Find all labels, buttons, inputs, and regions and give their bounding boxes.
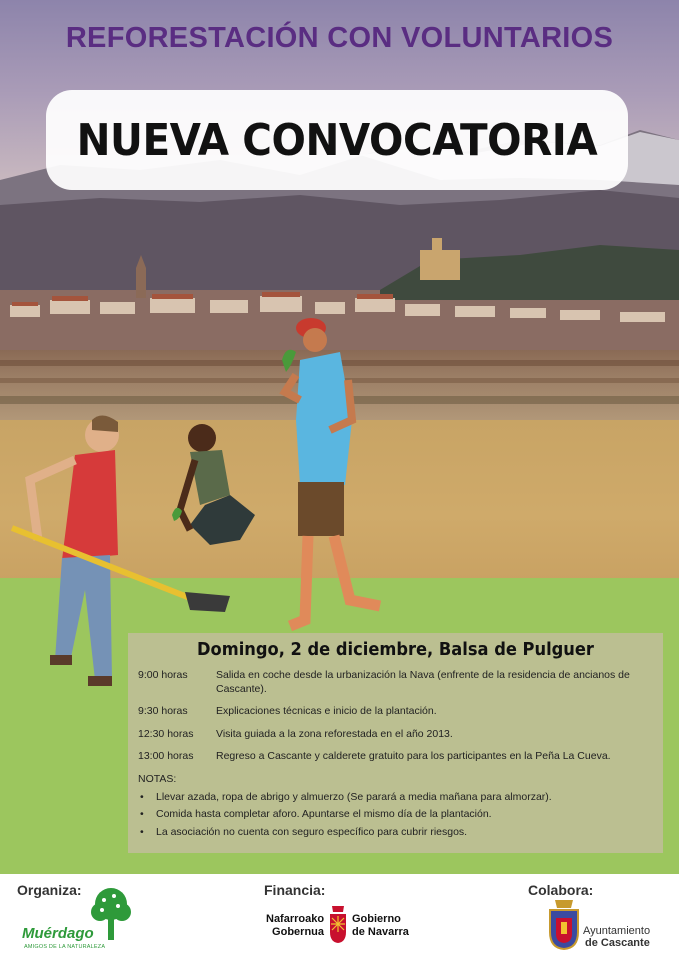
navarra-basque-line-1: Nafarroako: [266, 913, 325, 925]
announcement-banner: [46, 90, 628, 190]
note-item: [138, 808, 653, 821]
schedule-desc: Visita guiada a la zona reforestada en el año 2013.: [216, 727, 453, 740]
note-item: [138, 791, 653, 804]
navarra-spanish-text: [352, 913, 409, 939]
schedule-time: 9:00 horas: [138, 669, 188, 681]
schedule-row: [138, 750, 653, 764]
navarra-basque-line-2: Gobernua: [272, 926, 324, 938]
colabora-label: Colabora:: [528, 882, 594, 898]
notes-label: NOTAS:: [138, 772, 177, 785]
event-info-box: [128, 633, 663, 853]
tree-icon: [90, 886, 132, 942]
note-item: [138, 826, 653, 839]
muerdago-logo: [20, 882, 140, 958]
schedule-time: 9:30 horas: [138, 705, 188, 717]
bullet-icon: •: [140, 790, 144, 803]
bullet-icon: •: [140, 825, 144, 838]
financia-label: Financia:: [264, 882, 326, 898]
note-text: Llevar azada, ropa de abrigo y almuerzo (Se parará a media mañana para almorzar).: [156, 790, 552, 803]
navarra-shield-icon: [328, 904, 348, 944]
muerdago-name: Muérdago: [22, 925, 94, 942]
navarra-spanish-line-1: Gobierno: [352, 913, 401, 925]
note-text: Comida hasta completar aforo. Apuntarse el mismo día de la plantación.: [156, 808, 492, 820]
bullet-icon: •: [140, 808, 144, 820]
cascante-line-2: de Cascante: [585, 937, 650, 949]
ayuntamiento-cascante-logo: [545, 898, 675, 954]
schedule-time: 13:00 horas: [138, 750, 194, 762]
navarra-spanish-line-2: de Navarra: [352, 926, 409, 938]
banner-text: NUEVA CONVOCATORIA: [76, 114, 598, 166]
note-text: La asociación no cuenta con seguro específico para cubrir riesgos.: [156, 825, 468, 838]
navarra-basque-text: [266, 913, 324, 939]
cascante-shield-icon: [547, 898, 581, 950]
muerdago-subtitle: AMIGOS DE LA NATURALEZA: [24, 944, 106, 950]
cascante-line-1: Ayuntamiento: [583, 925, 651, 937]
schedule-desc: Explicaciones técnicas e inicio de la plantación.: [216, 705, 437, 717]
schedule-row: [138, 728, 653, 742]
organiza-label: Organiza:: [17, 882, 82, 898]
event-heading: Domingo, 2 de diciembre, Balsa de Pulguer: [197, 640, 594, 660]
poster-title: REFORESTACIÓN CON VOLUNTARIOS: [65, 22, 614, 54]
schedule-desc: Salida en coche desde la urbanización la Nava (enfrente de la residencia de ancianos de Cascante).: [216, 669, 630, 695]
schedule-row: [138, 705, 653, 719]
schedule-desc: Regreso a Cascante y calderete gratuito para los participantes en la Peña La Cueva.: [216, 750, 611, 762]
schedule-time: 12:30 horas: [138, 727, 194, 740]
sponsors-footer: [0, 874, 679, 960]
gobierno-navarra-logo: [266, 900, 416, 948]
schedule-row: [138, 669, 653, 696]
